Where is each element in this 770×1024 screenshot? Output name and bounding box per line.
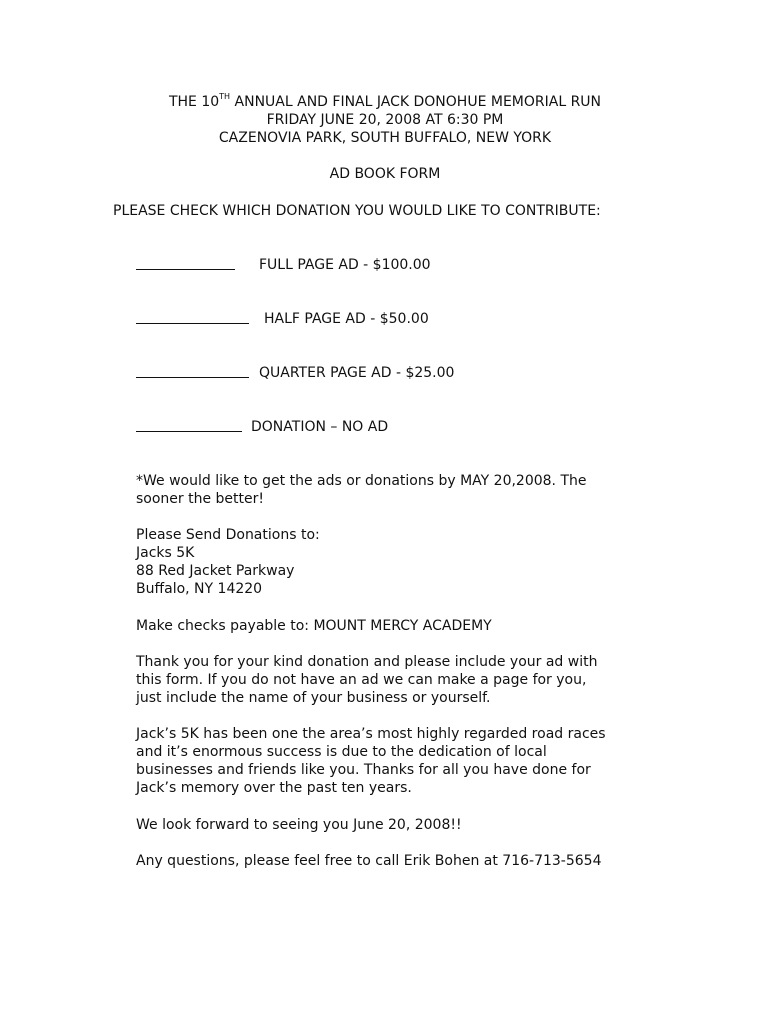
checkbox-blank-line[interactable] [136, 256, 235, 270]
option-label: HALF PAGE AD - $50.00 [264, 311, 429, 327]
option-label: QUARTER PAGE AD - $25.00 [259, 365, 455, 381]
option-quarter-page[interactable] [136, 364, 455, 383]
event-location: CAZENOVIA PARK, SOUTH BUFFALO, NEW YORK [218, 130, 552, 146]
address-name: Jacks 5K [136, 545, 195, 561]
deadline-note: *We would like to get the ads or donations by MAY 20,2008. The sooner the better! [136, 473, 587, 507]
thank-you-paragraph: Thank you for your kind donation and please include your ad with this form. If you do not have an ad we can make a page for you, just include the name of your business or yourself. [136, 654, 598, 706]
checkbox-blank-line[interactable] [136, 418, 242, 432]
checkbox-blank-line[interactable] [136, 364, 249, 378]
event-date: FRIDAY JUNE 20, 2008 AT 6:30 PM [266, 112, 504, 128]
event-title: THE 10TH ANNUAL AND FINAL JACK DONOHUE MEMORIAL RUN [168, 92, 602, 110]
option-donation-no-ad[interactable] [136, 418, 389, 437]
address-street: 88 Red Jacket Parkway [136, 563, 295, 579]
event-header [0, 93, 770, 147]
address-city: Buffalo, NY 14220 [136, 581, 263, 597]
history-paragraph: Jack’s 5K has been one the area’s most highly regarded road races and it’s enormous success is due to the dedication of local businesses and friends like you. Thanks for all you have done for Jack’s memory over the past ten years. [136, 726, 606, 796]
option-half-page[interactable] [136, 310, 429, 329]
mailing-address [136, 526, 656, 598]
form-title: AD BOOK FORM [329, 166, 441, 182]
address-heading: Please Send Donations to: [136, 527, 320, 543]
option-label: FULL PAGE AD - $100.00 [259, 257, 431, 273]
checkbox-blank-line[interactable] [136, 310, 249, 324]
option-label: DONATION – NO AD [251, 419, 389, 435]
contact-line: Any questions, please feel free to call Erik Bohen at 716-713-5654 [136, 853, 602, 869]
instruction-text: PLEASE CHECK WHICH DONATION YOU WOULD LIKE TO CONTRIBUTE: [113, 203, 601, 219]
closing-line: We look forward to seeing you June 20, 2008!! [136, 817, 462, 833]
checks-payable-note: Make checks payable to: MOUNT MERCY ACADEMY [136, 618, 492, 634]
option-full-page[interactable] [136, 256, 431, 275]
